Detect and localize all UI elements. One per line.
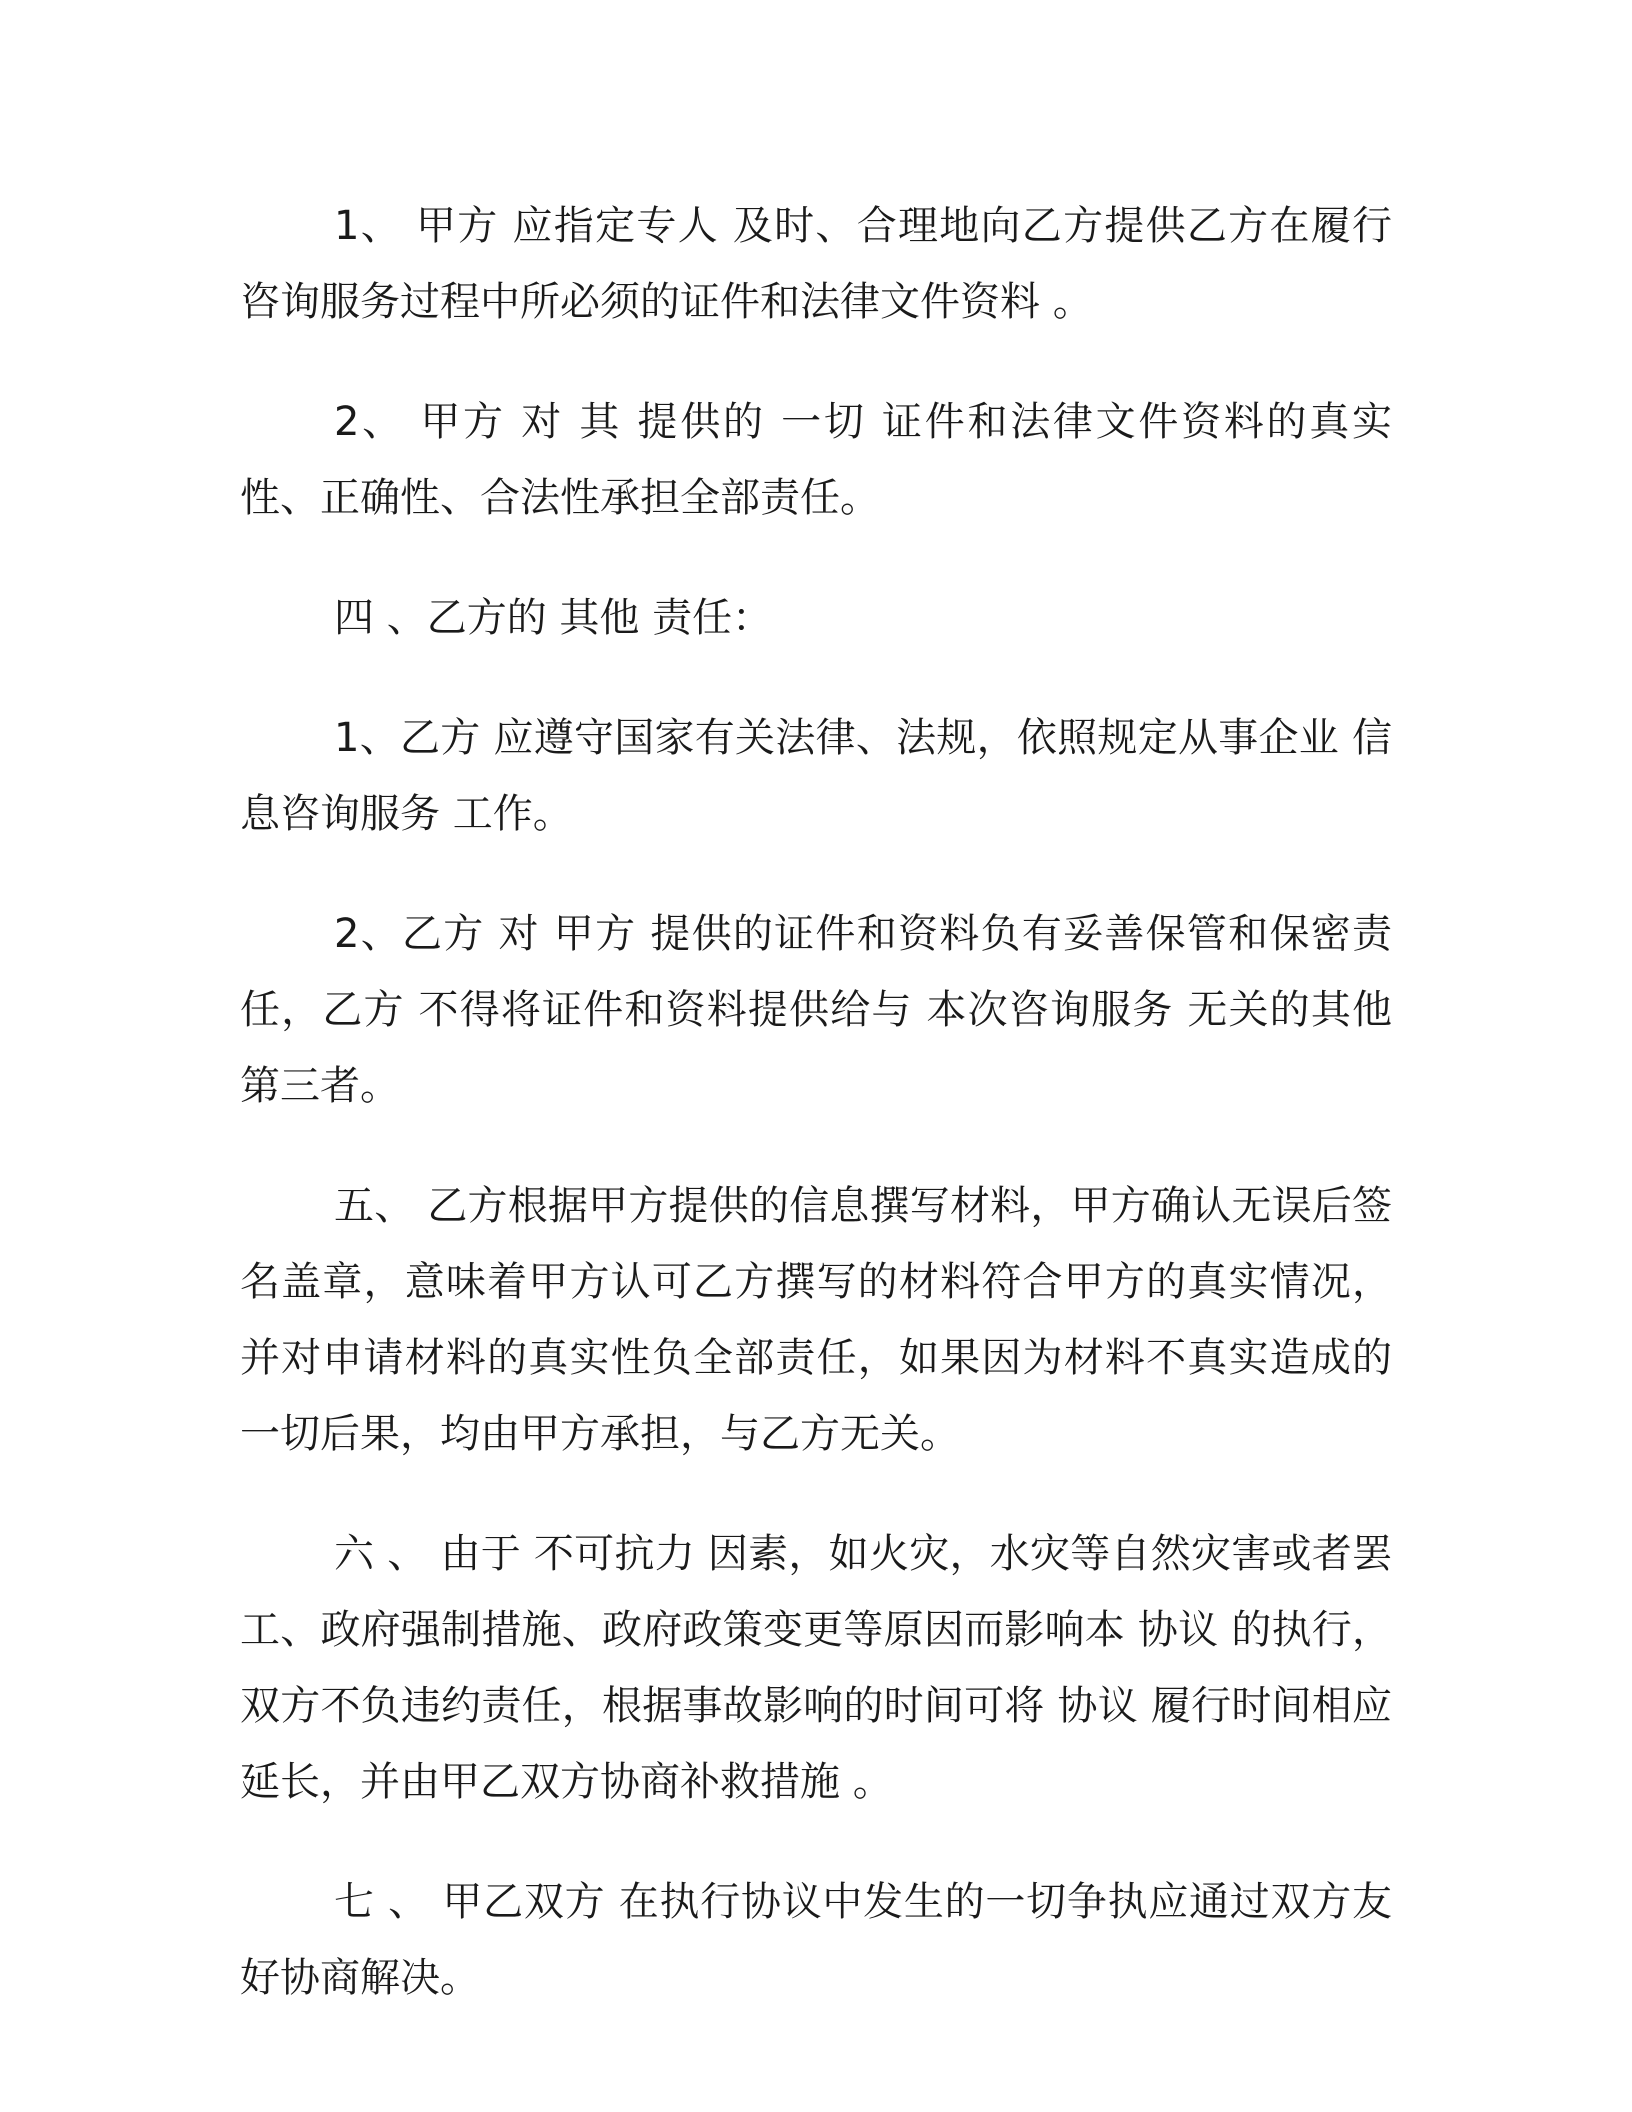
clause-paragraph: 五、 乙方根据甲方提供的信息撰写材料，甲方确认无误后签名盖章，意味着甲方认可乙方撰写的材料符合甲方的真实情况，并对申请材料的真实性负全部责任，如果因为材料不真实造成的一切后果，均由甲方承担，与乙方无关。 xyxy=(240,1183,1392,1457)
clause-paragraph: 六 、 由于 不可抗力 因素，如火灾，水灾等自然灾害或者罢工、政府强制措施、政府政策变更等原因而影响本 协议 的执行，双方不负违约责任，根据事故影响的时间可将 协议 履行时间相应延长，并由甲乙双方协商补救措施 。 xyxy=(240,1531,1392,1805)
clause-paragraph: 七 、 甲乙双方 在执行协议中发生的一切争执应通过双方友好协商解决。 xyxy=(240,1879,1392,2001)
document-body xyxy=(240,188,1392,2060)
clause-paragraph: 2、 甲方 对 其 提供的 一切 证件和法律文件资料的真实性、正确性、合法性承担全部责任。 xyxy=(240,399,1392,521)
clause-paragraph: 2、乙方 对 甲方 提供的证件和资料负有妥善保管和保密责任，乙方 不得将证件和资料提供给与 本次咨询服务 无关的其他第三者。 xyxy=(240,911,1392,1109)
section-heading: 四 、乙方的 其他 责任： xyxy=(334,595,773,641)
clause-paragraph: 1、 甲方 应指定专人 及时、合理地向乙方提供乙方在履行咨询服务过程中所必须的证件和法律文件资料 。 xyxy=(240,203,1392,325)
clause-paragraph: 1、乙方 应遵守国家有关法律、法规，依照规定从事企业 信息咨询服务 工作。 xyxy=(240,715,1392,837)
